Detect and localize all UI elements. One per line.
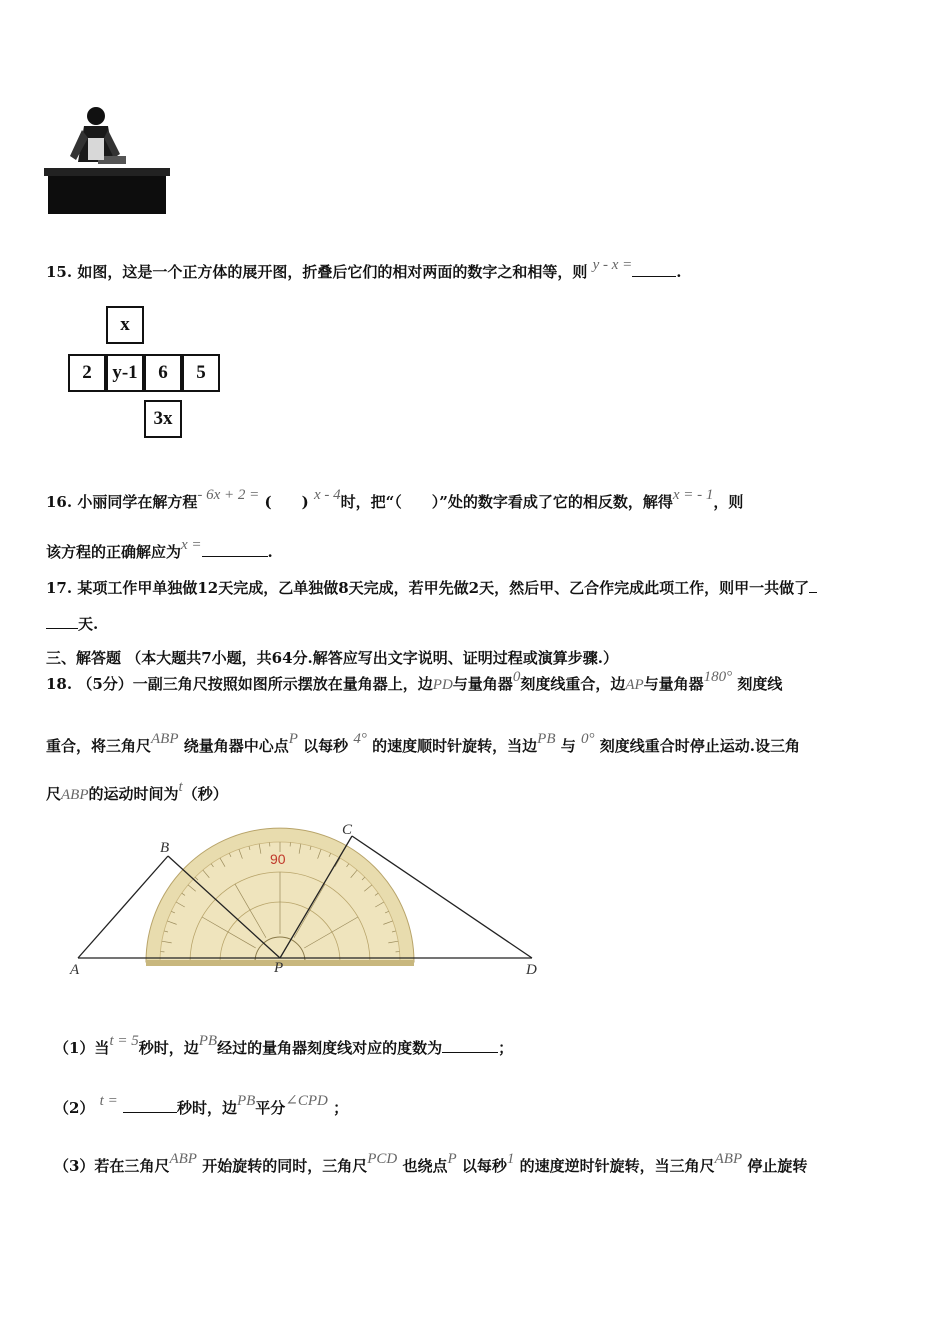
answer-blank[interactable] <box>46 614 78 629</box>
question-text: 如图，这是一个正方体的展开图，折叠后它们的相对两面的数字之和相等，则 <box>77 263 588 281</box>
net-cell: 6 <box>144 354 182 392</box>
question-16-line2: 该方程的正确解应为x = . <box>46 537 273 561</box>
point-P-label: P <box>274 960 284 976</box>
protractor <box>146 828 414 966</box>
net-cell-top: x <box>106 306 144 344</box>
sub-question-3: （3）若在三角尺ABP 开始旋转的同时，三角尺PCD 也绕点P 以每秒1 的速度逆时针旋转，当三角尺ABP 停止旋转 <box>54 1151 808 1175</box>
point-C-label: C <box>342 822 353 838</box>
sub-question-1: （1）当t = 5秒时，边PB经过的量角器刻度线对应的度数为 ； <box>54 1033 514 1057</box>
question-18-line3: 尺ABP的运动时间为t（秒） <box>46 779 228 803</box>
math-expression: y - x = <box>592 257 633 273</box>
point-A-label: A <box>70 962 80 978</box>
answer-blank[interactable] <box>632 262 676 277</box>
section-title: 三、解答题 （本大题共7小题，共64分.解答应写出文字说明、证明过程或演算步骤.） <box>46 649 618 667</box>
net-cell: 5 <box>182 354 220 392</box>
answer-blank[interactable] <box>809 578 817 593</box>
math-expression: x = <box>181 537 202 553</box>
sub-question-2: （2） t = 秒时，边PB平分∠CPD ； <box>54 1093 349 1117</box>
answer-blank[interactable] <box>442 1038 498 1053</box>
protractor-figure <box>60 820 550 980</box>
question-18-line2: 重合，将三角尺ABP 绕量角器中心点P 以每秒 4° 的速度顺时针旋转，当边PB 与 0° 刻度线重合时停止运动.设三角 <box>46 731 800 755</box>
net-cell-bottom: 3x <box>144 400 182 438</box>
point-D-label: D <box>526 962 537 978</box>
question-18: 18. （5分）一副三角尺按照如图所示摆放在量角器上，边PD与量角器0刻度线重合，边AP与量角器180° 刻度线 <box>46 669 783 693</box>
question-number: 15. <box>46 263 73 281</box>
answer-blank[interactable] <box>202 542 268 557</box>
question-17: 17. 某项工作甲单独做12天完成，乙单独做8天完成，若甲先做2天，然后甲、乙合作完成此项工作，则甲一共做了 <box>46 578 817 598</box>
point-B-label: B <box>160 840 170 856</box>
math-expression: - 6x + 2 = <box>197 487 260 503</box>
math-expression: x - 4 <box>313 487 341 503</box>
question-17-line2: 天. <box>46 614 98 634</box>
math-expression: x = - 1 <box>672 487 714 503</box>
answer-blank[interactable] <box>123 1098 177 1113</box>
question-16: 16. 小丽同学在解方程- 6x + 2 = ( ) x - 4时，把“（ ）”处的数字看成了它的相反数，解得x = - 1，则 <box>46 487 744 511</box>
net-cell: y-1 <box>106 354 144 392</box>
net-cell: 2 <box>68 354 106 392</box>
question-15: 15. 如图，这是一个正方体的展开图，折叠后它们的相对两面的数字之和相等，则 y - x = . <box>46 257 682 281</box>
worker-photo <box>44 104 172 216</box>
protractor-90-label: 90 <box>270 851 286 867</box>
